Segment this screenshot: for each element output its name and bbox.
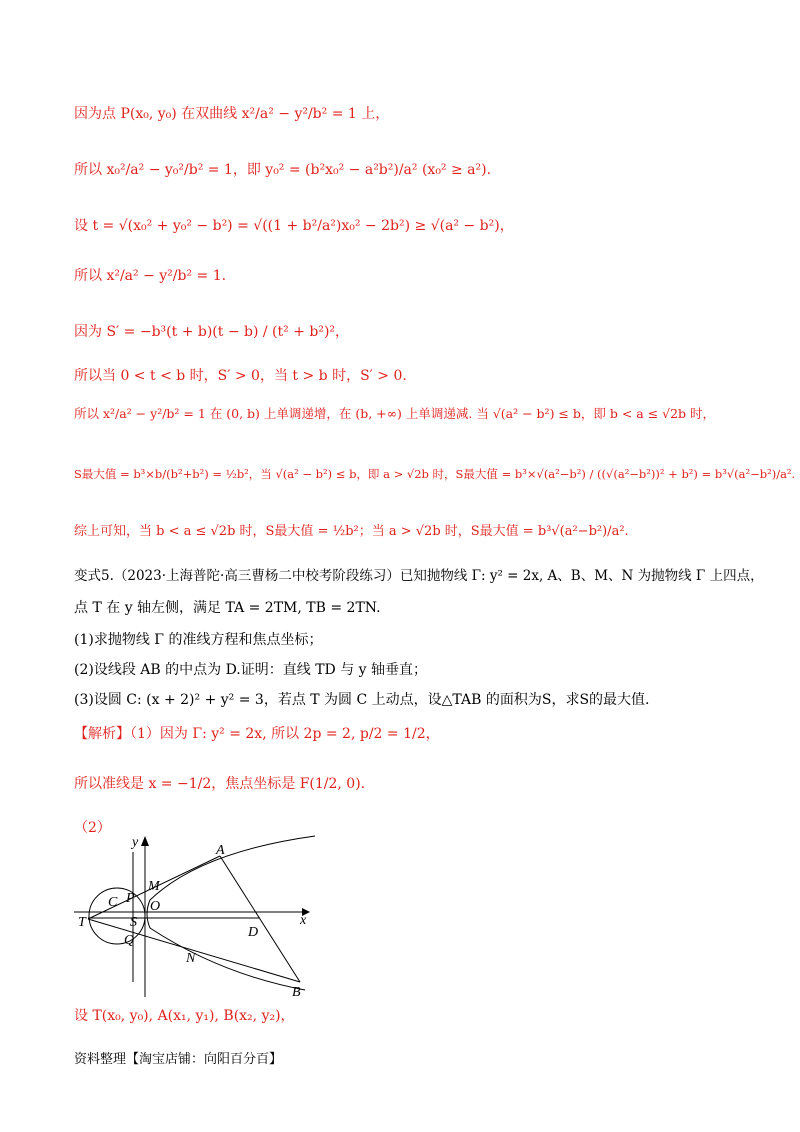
question-1: (1)求抛物线 Γ 的准线方程和焦点坐标； <box>74 632 323 648</box>
text-line: 所以 x₀²/a² − y₀²/b² = 1，即 y₀² = (b²x₀² − a²b²)/a² (x₀² ≥ a²). <box>74 162 492 178</box>
text-line: 所以 x²/a² − y²/b² = 1 在 (0, b) 上单调递增，在 (b, +∞) 上单调递减. 当 √(a² − b²) ≤ b，即 b < a ≤ √2b 时， <box>74 406 716 421</box>
solution-line: （2） <box>74 820 111 836</box>
solution-line: 设 T(x₀, y₀), A(x₁, y₁), B(x₂, y₂)， <box>74 1008 295 1024</box>
figure-label: B <box>292 985 301 1000</box>
text-line: 因为点 P(x₀, y₀) 在双曲线 x²/a² − y²/b² = 1 上， <box>74 106 390 122</box>
figure-label: M <box>148 879 160 894</box>
text-line: S最大值 = b³×b/(b²+b²) = ½b²，当 √(a² − b²) ≤ b，即 a > √2b 时，S最大值 = b³×√(a²−b²) / ((√(a²−b²))² + b²) = b³√(a²−b²)/a². <box>74 467 796 481</box>
problem-statement: 点 T 在 y 轴左侧，满足 TA = 2TM, TB = 2TN. <box>74 600 381 616</box>
figure-label: T <box>78 915 86 930</box>
solution-line: 【解析】（1）因为 Γ: y² = 2x, 所以 2p = 2, p/2 = 1/2， <box>74 726 440 742</box>
problem-statement: 变式5.（2023·上海普陀·高三曹杨二中校考阶段练习）已知抛物线 Γ: y² = 2x, A、B、M、N 为抛物线 Γ 上四点， <box>74 568 764 584</box>
figure-label: Q <box>124 933 135 948</box>
text-line: 所以 x²/a² − y²/b² = 1. <box>74 268 227 284</box>
figure-label: A <box>216 843 225 858</box>
figure-label: P <box>126 891 135 906</box>
text-line: 因为 S′ = −b³(t + b)(t − b) / (t² + b²)²， <box>74 324 350 340</box>
question-2: (2)设线段 AB 的中点为 D.证明：直线 TD 与 y 轴垂直； <box>74 662 428 678</box>
figure-label: N <box>186 951 196 966</box>
question-3: (3)设圆 C: (x + 2)² + y² = 3，若点 T 为圆 C 上动点，设△TAB 的面积为S，求S的最大值. <box>74 692 650 708</box>
text-line: 综上可知，当 b < a ≤ √2b 时，S最大值 = ½b²；当 a > √2b 时，S最大值 = b³√(a²−b²)/a². <box>74 524 629 539</box>
text-line: 设 t = √(x₀² + y₀² − b²) = √((1 + b²/a²)x₀² − 2b²) ≥ √(a² − b²)， <box>74 218 514 234</box>
solution-line: 所以准线是 x = −1/2，焦点坐标是 F(1/2, 0). <box>74 776 366 792</box>
figure-label: S <box>130 915 137 930</box>
text-line: 所以当 0 < t < b 时，S′ > 0，当 t > b 时，S′ > 0. <box>74 368 407 384</box>
footer-text: 资料整理【淘宝店铺：向阳百分百】 <box>74 1052 283 1067</box>
parabola-figure <box>70 832 320 1000</box>
figure-label: D <box>248 925 259 940</box>
figure-label: x <box>300 913 307 928</box>
figure-label: O <box>150 899 161 914</box>
figure-label: y <box>132 835 139 850</box>
figure-label: C <box>108 895 118 910</box>
